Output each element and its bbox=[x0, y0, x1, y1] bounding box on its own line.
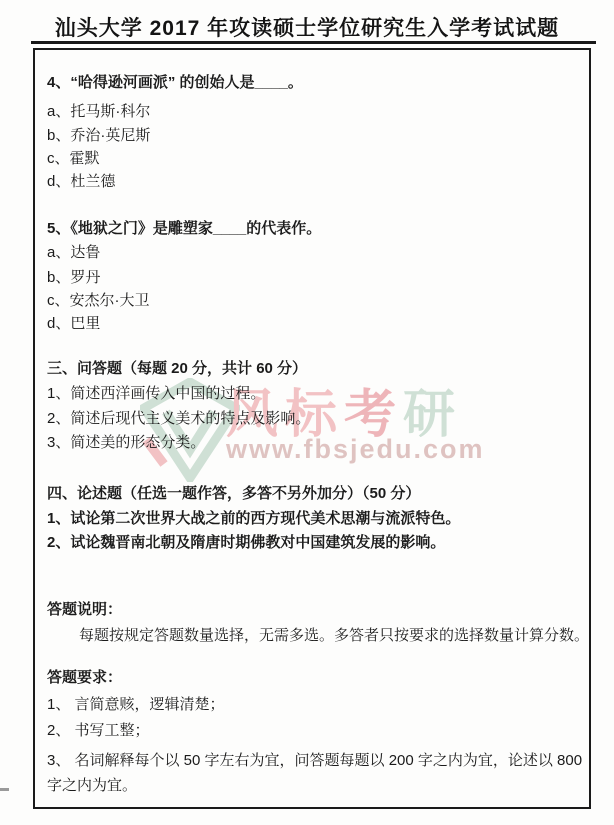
watermark-char: 风 bbox=[226, 386, 286, 444]
notes-heading: 答题说明： bbox=[47, 601, 123, 618]
section-item: 1、简述西洋画传入中国的过程。 bbox=[47, 385, 266, 402]
requirements-heading: 答题要求： bbox=[47, 669, 123, 686]
question-option: a、达鲁 bbox=[47, 244, 101, 261]
section-heading: 三、问答题（每题 20 分，共计 60 分） bbox=[47, 360, 308, 377]
watermark-char: 研 bbox=[403, 386, 463, 444]
watermark-char: 考 bbox=[344, 386, 404, 444]
section-item: 2、简述后现代主义美术的特点及影响。 bbox=[47, 410, 311, 427]
section-item: 1、试论第二次世界大战之前的西方现代美术思潮与流派特色。 bbox=[47, 510, 461, 527]
question-option: a、托马斯·科尔 bbox=[47, 103, 151, 120]
section-item: 2、试论魏晋南北朝及隋唐时期佛教对中国建筑发展的影响。 bbox=[47, 534, 446, 551]
watermark-url: www.fbsjedu.com bbox=[226, 434, 485, 464]
requirement-item: 2、 书写工整； bbox=[47, 722, 150, 739]
notes-body: 每题按规定答题数量选择，无需多选。多答者只按要求的选择数量计算分数。 bbox=[79, 627, 590, 644]
question-option: c、霍默 bbox=[47, 150, 100, 167]
section-heading: 四、论述题（任选一题作答，多答不另外加分）（50 分） bbox=[47, 485, 421, 502]
question-option: b、乔治·英尼斯 bbox=[47, 127, 151, 144]
scan-artifact bbox=[0, 788, 9, 791]
requirement-item: 1、 言简意赅，逻辑清楚； bbox=[47, 696, 225, 713]
watermark-char: 标 bbox=[285, 386, 345, 444]
question-option: b、罗丹 bbox=[47, 269, 101, 286]
question-option: c、安杰尔·大卫 bbox=[47, 292, 150, 309]
requirement-item: 3、 名词解释每个以 50 字左右为宜，问答题每题以 200 字之内为宜，论述以 800 字之内为宜。 bbox=[47, 752, 583, 794]
question-option: d、巴里 bbox=[47, 315, 101, 332]
page-title: 汕头大学 2017 年攻读硕士学位研究生入学考试试题 bbox=[54, 17, 560, 40]
question-stem: 5、《地狱之门》是雕塑家____的代表作。 bbox=[47, 220, 322, 237]
question-option: d、杜兰德 bbox=[47, 173, 116, 190]
title-underline bbox=[31, 41, 596, 44]
section-item: 3、简述美的形态分类。 bbox=[47, 434, 206, 451]
question-stem: 4、“哈得逊河画派” 的创始人是____。 bbox=[47, 74, 303, 91]
